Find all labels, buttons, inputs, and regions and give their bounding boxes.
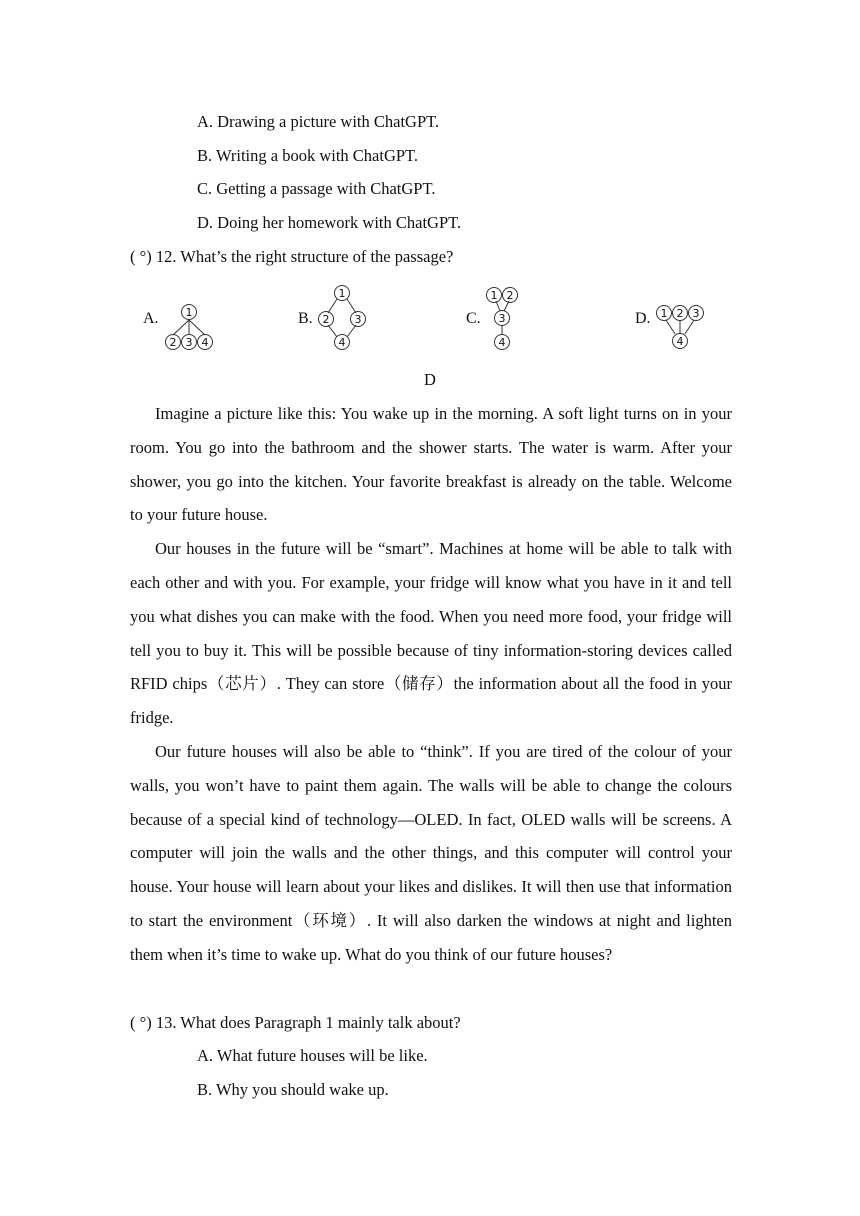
structure-diagram-c [465, 282, 535, 354]
diagram-d-node-3: 3 [692, 307, 700, 320]
q13-option-a: A. What future houses will be like. [197, 1046, 428, 1065]
diagram-d-node-1: 1 [660, 307, 668, 320]
reading-passage [130, 397, 732, 972]
structure-diagram-b [296, 282, 386, 354]
diagram-d-label: D. [635, 310, 651, 327]
diagram-b-node-2: 2 [322, 313, 330, 326]
diagram-b-label: B. [298, 310, 313, 327]
q13-stem: ( °) 13. What does Paragraph 1 mainly talk about? [130, 1013, 461, 1032]
diagram-b-node-4: 4 [338, 336, 346, 349]
diagram-c-node-4: 4 [498, 336, 506, 349]
diagram-a-node-3: 3 [185, 336, 193, 349]
diagram-a-node-1: 1 [185, 306, 193, 319]
diagram-a-node-4: 4 [201, 336, 209, 349]
q12-stem: ( °) 12. What’s the right structure of the passage? [130, 247, 454, 266]
structure-diagram-d [634, 282, 714, 354]
q11-option-b: B. Writing a book with ChatGPT. [197, 146, 419, 165]
q11-option-c: C. Getting a passage with ChatGPT. [197, 179, 436, 198]
diagram-b-node-1: 1 [338, 287, 346, 300]
diagram-c-label: C. [466, 310, 481, 327]
passage-paragraph-3: Our future houses will also be able to “think”. If you are tired of the colour of your walls, you won’t have to paint them again. The walls will be able to change the colours because of a special kind of technology—OLED. In fact, OLED walls will be screens. A computer will join the walls and the other things, and this computer will control your house. Your house will learn about your likes and dislikes. It will then use that information to start the environment（环境）. It will also darken the windows at night and lighten them when it’s time to wake up. What do you think of our future houses? [130, 741, 732, 964]
diagram-c-node-3: 3 [498, 312, 506, 325]
section-heading-d: D [424, 370, 436, 389]
diagram-d-node-2: 2 [676, 307, 684, 320]
q13-option-b: B. Why you should wake up. [197, 1080, 389, 1099]
passage-paragraph-1: Imagine a picture like this: You wake up in the morning. A soft light turns on in your room. You go into the bathroom and the shower starts. The water is warm. After your shower, you go into the kitchen. Your favorite breakfast is already on the table. Welcome to your future house. [130, 404, 732, 525]
diagram-b-node-3: 3 [354, 313, 362, 326]
diagram-c-node-1: 1 [490, 289, 498, 302]
q11-option-a: A. Drawing a picture with ChatGPT. [197, 112, 440, 131]
q11-option-d: D. Doing her homework with ChatGPT. [197, 213, 462, 232]
structure-diagram-a [140, 282, 230, 354]
diagram-d-node-4: 4 [676, 335, 684, 348]
passage-paragraph-2: Our houses in the future will be “smart”. Machines at home will be able to talk with each other and with you. For example, your fridge will know what you have in it and tell you what dishes you can make with the food. When you need more food, your fridge will tell you to buy it. This will be possible because of tiny information-storing devices called RFID chips（芯片）. They can store（储存）the information about all the food in your fridge. [130, 539, 732, 728]
diagram-a-label: A. [143, 310, 159, 327]
diagram-a-node-2: 2 [169, 336, 177, 349]
diagram-c-node-2: 2 [506, 289, 514, 302]
